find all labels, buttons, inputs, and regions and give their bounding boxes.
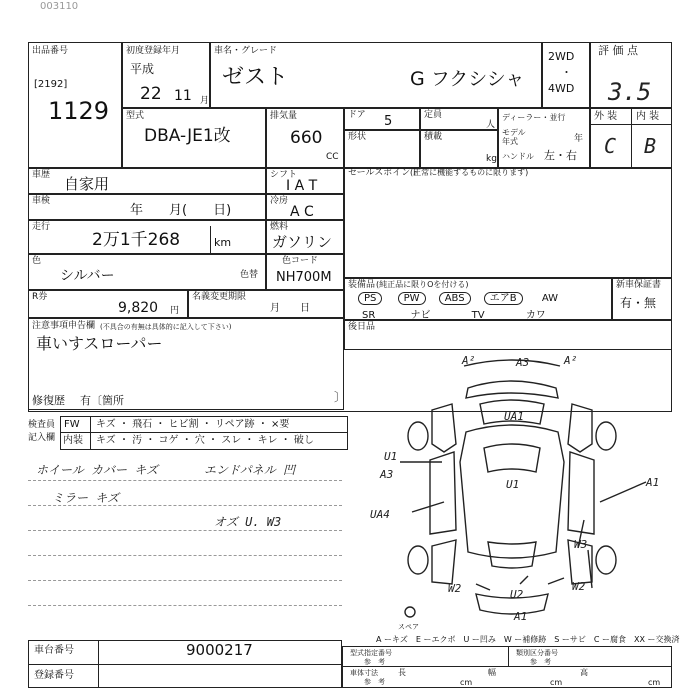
repair-close: 〕 bbox=[334, 390, 347, 404]
int-value: B bbox=[644, 134, 657, 158]
lot-number: 1129 bbox=[48, 97, 110, 125]
mark-u1-left: U1 bbox=[384, 450, 398, 463]
type-ref: 参 考 bbox=[364, 658, 385, 666]
notes-text: 車いすスローパー bbox=[36, 334, 163, 353]
height-cm: cm bbox=[648, 678, 661, 687]
mark-ua1: UA1 bbox=[504, 410, 524, 423]
repair-label: 修復歴 bbox=[32, 394, 65, 407]
equipment-label: 装備品 bbox=[348, 280, 376, 290]
mileage-label: 走行 bbox=[32, 222, 51, 232]
equip-abs: ABS bbox=[439, 292, 471, 305]
equipment-sub: (純正品に限りOを付ける) bbox=[376, 280, 469, 289]
spare-label: スペア bbox=[398, 623, 419, 631]
note-line-1b: エンドパネル 凹 bbox=[204, 463, 295, 477]
mark-w2-left: W2 bbox=[448, 582, 462, 595]
model: DBA-JE1改 bbox=[144, 126, 231, 146]
inspector-label-1: 検査員 bbox=[28, 420, 56, 430]
equip-sr: SR bbox=[362, 310, 376, 321]
equip-tv: TV bbox=[471, 310, 485, 321]
yen-unit: 円 bbox=[170, 306, 180, 316]
cc-unit: CC bbox=[326, 152, 339, 162]
top-stub: 003110 bbox=[40, 1, 79, 12]
color: シルバー bbox=[60, 268, 115, 284]
ac-label: 冷房 bbox=[270, 196, 289, 206]
shift: I A T bbox=[286, 178, 318, 194]
length-cm: cm bbox=[460, 678, 473, 687]
score-value: 3.5 bbox=[608, 78, 652, 106]
reg-month: 11 bbox=[174, 88, 192, 104]
chassis-number: 9000217 bbox=[186, 641, 253, 659]
fuel-label: 燃料 bbox=[270, 222, 289, 232]
reg-label: 登録番号 bbox=[34, 670, 74, 681]
mileage: 2万1千268 bbox=[92, 230, 181, 250]
history: 自家用 bbox=[64, 175, 110, 193]
drive-4wd: 4WD bbox=[548, 82, 575, 95]
mark-u2: U2 bbox=[510, 588, 524, 601]
class-label: 類別区分番号 bbox=[516, 649, 558, 657]
handle-value: 左・右 bbox=[544, 149, 577, 162]
width-label: 幅 bbox=[488, 668, 496, 677]
notes-sub: (不具合の有無は具体的に記入して下さい) bbox=[100, 323, 232, 331]
name-label: 車名・グレード bbox=[214, 46, 278, 56]
damage-legend: A ーキズ E ーエクボ U ー凹み W ー補修跡 S ーサビ C ー腐食 XX ー交換済 bbox=[376, 635, 680, 644]
mark-ua4: UA4 bbox=[370, 508, 390, 521]
era: 平成 bbox=[130, 62, 155, 76]
fw-label: FW bbox=[64, 419, 80, 430]
displacement-label: 排気量 bbox=[270, 111, 298, 121]
mark-a3-left: A3 bbox=[380, 468, 394, 481]
sales-point-box bbox=[344, 168, 672, 278]
new-car-value: 有・無 bbox=[620, 296, 657, 310]
recycle-label: R券 bbox=[32, 292, 48, 302]
note-line-3: オズ U. W3 bbox=[214, 515, 282, 529]
mark-u1-center: U1 bbox=[506, 478, 520, 491]
mark-a1-bottom: A1 bbox=[514, 610, 528, 623]
color-label: 色 bbox=[32, 256, 42, 266]
equip-ps: PS bbox=[358, 292, 382, 305]
length-label: 長 bbox=[398, 668, 406, 677]
color-code-label: 色コード bbox=[282, 256, 319, 266]
person-unit: 人 bbox=[486, 120, 496, 130]
dealer-label: ディーラー・並行 bbox=[502, 113, 566, 122]
shift-label: シフト bbox=[270, 170, 298, 180]
ac: A C bbox=[290, 204, 314, 220]
mark-a1-right: A1 bbox=[646, 476, 660, 489]
inspection: 年 月( 日) bbox=[130, 203, 232, 218]
sales-point-sub: (正常に機能するものに限ります) bbox=[410, 168, 529, 177]
lot-label: 出品番号 bbox=[32, 46, 69, 56]
day-unit: 月 日 bbox=[270, 303, 310, 314]
inspection-label: 車検 bbox=[32, 196, 51, 206]
capacity-label: 定員 bbox=[424, 110, 443, 120]
door-label: ドア bbox=[348, 110, 366, 120]
mark-a2-topright: A² bbox=[564, 354, 578, 367]
displacement: 660 bbox=[290, 128, 323, 148]
reg-year: 22 bbox=[140, 84, 162, 104]
notes-label: 注意事項申告欄 bbox=[32, 321, 96, 331]
repair-text: 有〔箇所 bbox=[80, 394, 124, 407]
body-ref: 参 考 bbox=[364, 678, 385, 686]
equip-navi: ナビ bbox=[410, 310, 431, 321]
equip-row-1 bbox=[358, 292, 558, 305]
equip-leather: カワ bbox=[525, 310, 546, 321]
color-code: NH700M bbox=[276, 270, 332, 285]
score-label: 評 価 点 bbox=[598, 44, 638, 57]
body-label: 車体寸法 bbox=[350, 669, 378, 677]
recycle-amount: 9,820 bbox=[118, 300, 159, 316]
load-label: 積載 bbox=[424, 132, 443, 142]
width-cm: cm bbox=[550, 678, 563, 687]
int-inspect-label: 内装 bbox=[63, 435, 83, 446]
year-unit: 年 bbox=[574, 134, 584, 144]
chassis-label: 車台番号 bbox=[34, 645, 74, 656]
after-label: 後日品 bbox=[348, 322, 376, 332]
type-label: 型式指定番号 bbox=[350, 649, 392, 657]
mark-w2-bottom: W2 bbox=[572, 580, 586, 593]
inspector-label-2: 記入欄 bbox=[28, 433, 56, 443]
mark-w3: W3 bbox=[574, 538, 588, 551]
fuel: ガソリン bbox=[272, 233, 333, 251]
grade: G フクシシャ bbox=[410, 68, 525, 90]
drive-dot: ・ bbox=[561, 66, 572, 79]
equip-aw: AW bbox=[541, 293, 558, 304]
handle-label: ハンドル bbox=[502, 152, 534, 161]
lot-sub: [2192] bbox=[34, 79, 68, 90]
ext-value: C bbox=[604, 134, 617, 158]
equip-row-2 bbox=[362, 306, 546, 321]
month-unit: 月 bbox=[200, 96, 210, 106]
model-label: 型式 bbox=[126, 111, 145, 121]
int-items: キズ ・ 汚 ・ コゲ ・ 穴 ・ スレ ・ キレ ・ 破し bbox=[96, 435, 314, 446]
ext-label: 外 装 bbox=[594, 111, 618, 122]
fw-items: キズ ・ 飛石 ・ ヒビ割 ・ リペア跡 ・ ×要 bbox=[96, 419, 290, 430]
height-label: 高 bbox=[580, 668, 588, 677]
car-name: ゼスト bbox=[222, 65, 289, 90]
drive-2wd: 2WD bbox=[548, 50, 575, 63]
mark-a3-top: A3 bbox=[516, 356, 530, 369]
equip-pw: PW bbox=[398, 292, 426, 305]
int-label: 内 装 bbox=[636, 111, 660, 122]
mark-a2-top: A² bbox=[462, 354, 476, 367]
first-reg-label: 初度登録年月 bbox=[126, 46, 181, 56]
sales-point-label: セールスポイント bbox=[348, 168, 420, 178]
recycle-box bbox=[28, 290, 188, 318]
history-label: 車歴 bbox=[32, 170, 51, 180]
kg-unit: kg bbox=[486, 154, 497, 164]
note-line-1: ホイール カバー キズ bbox=[36, 463, 158, 477]
note-line-2: ミラー キズ bbox=[52, 491, 119, 505]
title-deadline-label: 名義変更期限 bbox=[192, 292, 247, 302]
new-car-label: 新車保証書 bbox=[616, 280, 662, 290]
class-ref: 参 考 bbox=[530, 658, 551, 666]
recolor-label: 色替 bbox=[240, 270, 259, 280]
equip-airbag: エアB bbox=[484, 292, 523, 305]
doors: 5 bbox=[384, 114, 393, 129]
shape-label: 形状 bbox=[348, 132, 367, 142]
km-unit: km bbox=[214, 236, 232, 249]
after-items-box bbox=[344, 320, 672, 350]
model-year-label: モデル年式 bbox=[502, 128, 526, 146]
